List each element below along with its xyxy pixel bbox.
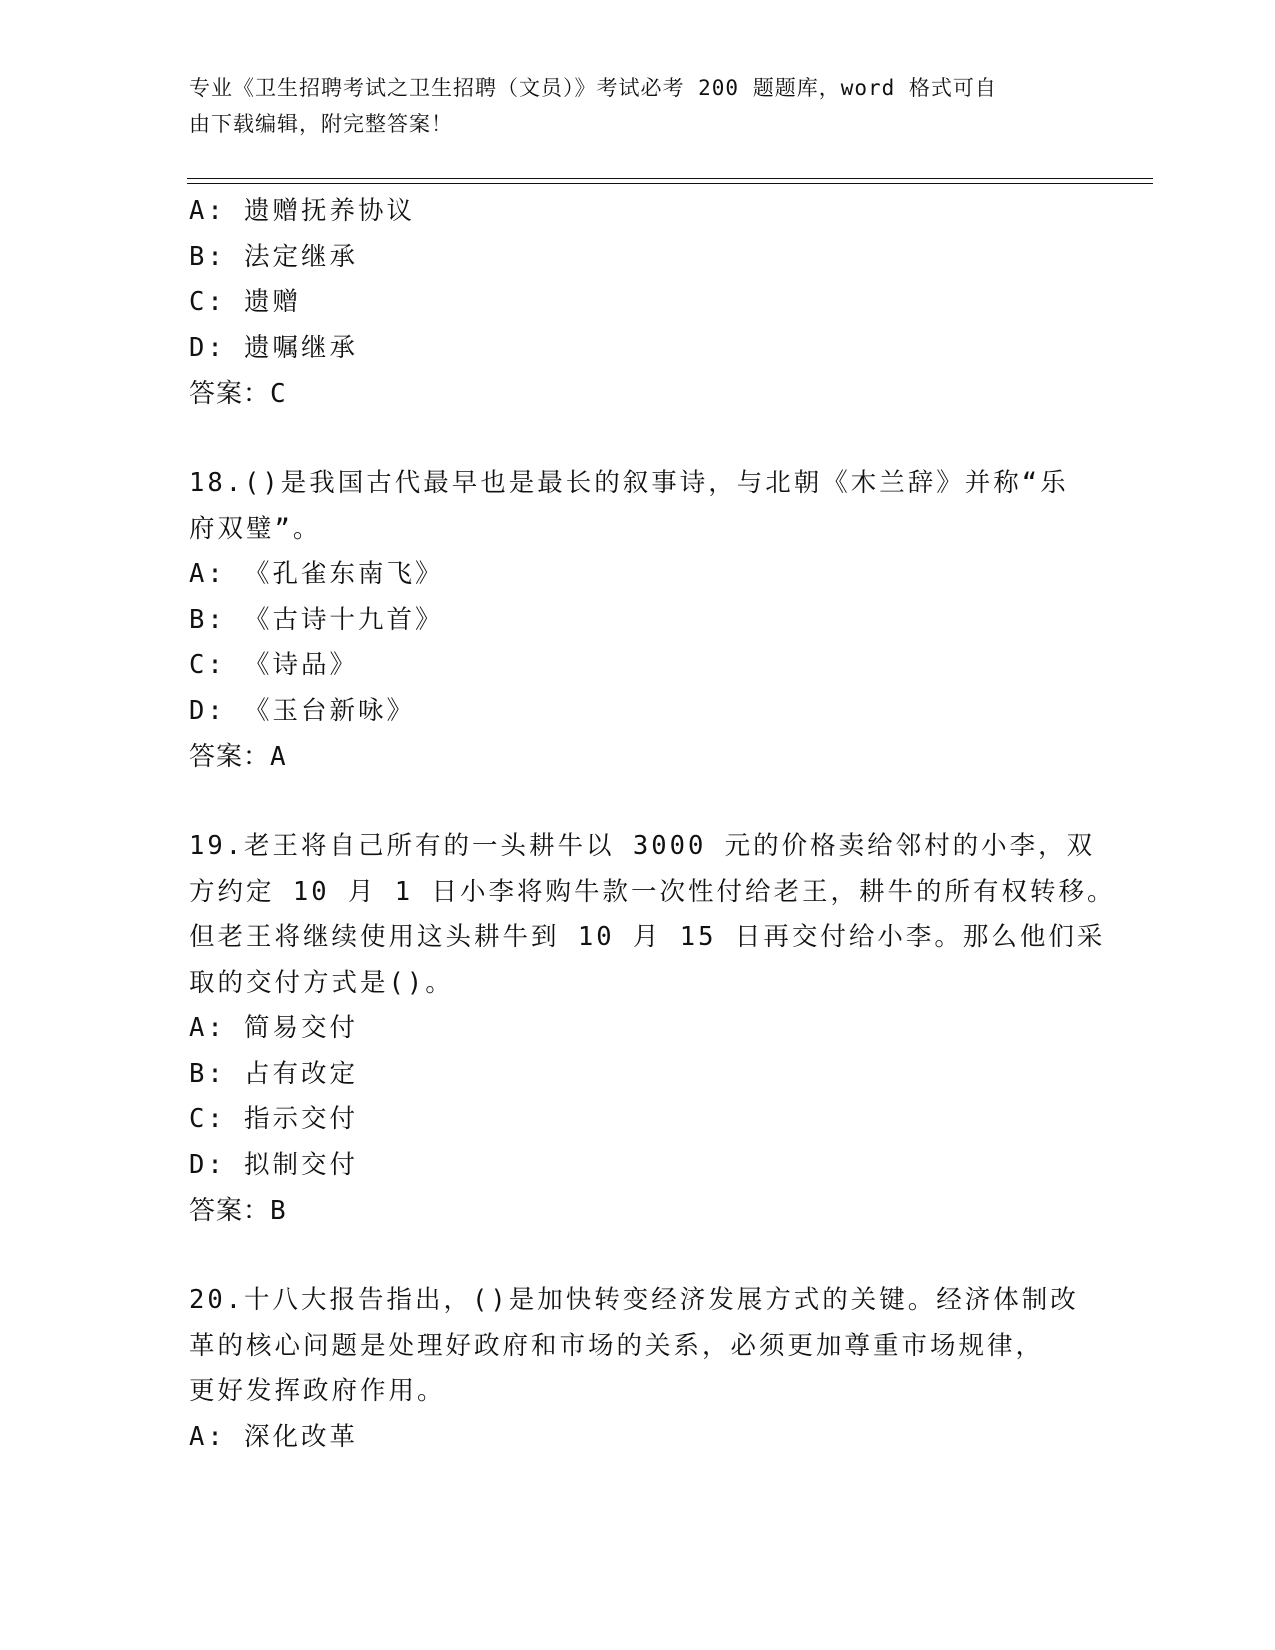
option-c: C: 遗赠 xyxy=(189,287,302,317)
question-19-text-line-2: 方约定 10 月 1 日小李将购牛款一次性付给老王，耕牛的所有权转移。 xyxy=(189,876,1116,907)
question-19-text-line-1: 19.老王将自己所有的一头耕牛以 3000 元的价格卖给邻村的小李，双 xyxy=(189,831,1096,861)
question-18 xyxy=(189,461,1089,780)
option-b: B: 《古诗十九首》 xyxy=(189,604,444,635)
question-20-text-line-3: 更好发挥政府作用。 xyxy=(189,1376,446,1406)
option-d: D: 《玉台新咏》 xyxy=(189,695,416,726)
question-20-text-line-1: 20.十八大报告指出，()是加快转变经济发展方式的关键。经济体制改 xyxy=(189,1285,1079,1315)
question-18-text-line-1: 18.()是我国古代最早也是最长的叙事诗，与北朝《木兰辞》并称“乐 xyxy=(189,468,1069,498)
question-19 xyxy=(189,824,1116,1234)
question-19-text-line-4: 取的交付方式是()。 xyxy=(189,967,454,998)
option-b: B: 占有改定 xyxy=(189,1058,359,1089)
question-20 xyxy=(189,1278,1089,1460)
header-line-2: 由下载编辑，附完整答案！ xyxy=(189,112,453,136)
option-c: C: 指示交付 xyxy=(189,1104,359,1134)
question-17-options xyxy=(189,189,1089,417)
question-20-text-line-2: 革的核心问题是处理好政府和市场的关系，必须更加尊重市场规律， xyxy=(189,1330,1045,1361)
answer-19: 答案：B xyxy=(189,1196,287,1226)
option-d: D: 遗嘱继承 xyxy=(189,332,359,363)
option-a: A: 简易交付 xyxy=(189,1013,359,1043)
document-header xyxy=(189,70,1069,142)
header-divider-top xyxy=(187,178,1153,179)
question-list xyxy=(189,189,1116,1460)
header-line-1: 专业《卫生招聘考试之卫生招聘（文员）》考试必考 200 题题库，word 格式可自 xyxy=(189,76,997,100)
answer-17: 答案：C xyxy=(189,379,287,409)
question-19-text-line-3: 但老王将继续使用这头耕牛到 10 月 15 日再交付给小李。那么他们采 xyxy=(189,922,1106,952)
header-divider-bottom xyxy=(187,183,1153,184)
option-a: A: 《孔雀东南飞》 xyxy=(189,559,444,589)
option-b: B: 法定继承 xyxy=(189,241,359,272)
question-18-text-line-2: 府双璧”。 xyxy=(189,513,322,544)
option-d: D: 拟制交付 xyxy=(189,1149,359,1180)
option-a: A: 深化改革 xyxy=(189,1421,359,1452)
option-c: C: 《诗品》 xyxy=(189,650,359,680)
option-a: A: 遗赠抚养协议 xyxy=(189,196,416,226)
answer-18: 答案：A xyxy=(189,742,287,772)
